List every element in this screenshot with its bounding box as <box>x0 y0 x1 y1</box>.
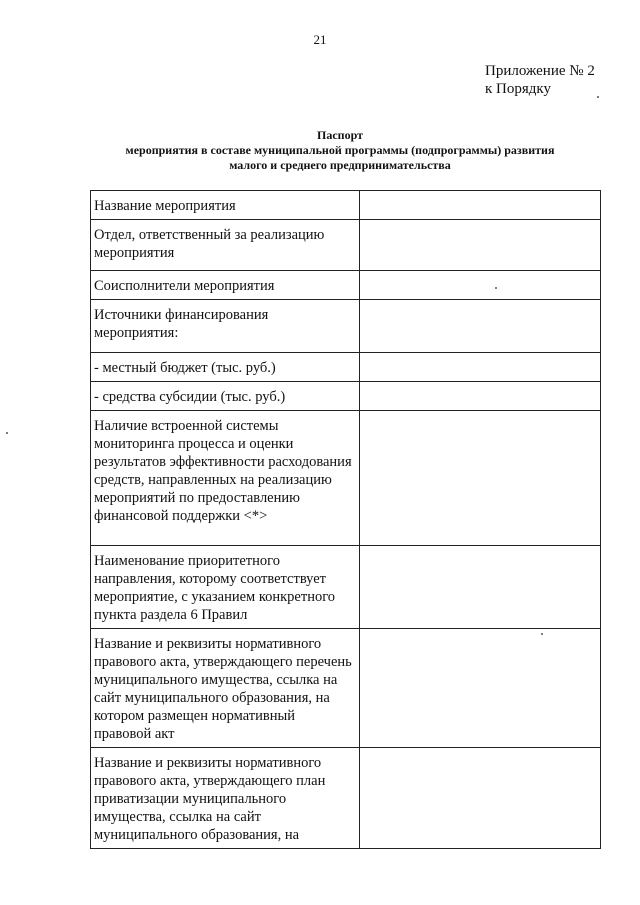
row-label: Название и реквизиты нормативного правового акта, утверждающего план приватизации муниципального имущества, ссылка на сайт муниципального образования, на <box>91 748 360 849</box>
row-value <box>359 300 600 353</box>
title-line-2: мероприятия в составе муниципальной программы (подпрограммы) развития <box>125 143 555 157</box>
appendix-line-2: к Порядку <box>485 81 551 97</box>
title-line-3: малого и среднего предпринимательства <box>229 158 451 172</box>
table-row <box>91 546 601 629</box>
passport-table <box>90 190 601 849</box>
row-value <box>359 191 600 220</box>
table-row <box>91 629 601 748</box>
table-row <box>91 271 601 300</box>
row-label: Название мероприятия <box>91 191 360 220</box>
table-row <box>91 300 601 353</box>
row-value <box>359 546 600 629</box>
row-value <box>359 629 600 748</box>
row-label: Наименование приоритетного направления, которому соответствует мероприятие, с указанием конкретного пункта раздела 6 Правил <box>91 546 360 629</box>
scan-speck <box>495 287 497 289</box>
row-label: Название и реквизиты нормативного правового акта, утверждающего перечень муниципального имущества, ссылка на сайт муниципального образования, на котором размещен нормативный правовой акт <box>91 629 360 748</box>
appendix-line-1: Приложение № 2 <box>485 63 595 79</box>
table-row <box>91 220 601 271</box>
row-value <box>359 382 600 411</box>
row-label: Наличие встроенной системы мониторинга процесса и оценки результатов эффективности расходования средств, направленных на реализацию мероприятий по предоставлению финансовой поддержки <*> <box>91 411 360 546</box>
appendix-note <box>485 62 595 98</box>
table-row <box>91 191 601 220</box>
row-label: Источники финансирования мероприятия: <box>91 300 360 353</box>
row-value <box>359 748 600 849</box>
row-value <box>359 271 600 300</box>
scan-speck <box>597 96 599 98</box>
table-row <box>91 353 601 382</box>
row-value <box>359 411 600 546</box>
table-row <box>91 411 601 546</box>
row-value <box>359 353 600 382</box>
document-title <box>90 128 590 173</box>
table-row <box>91 748 601 849</box>
scan-speck <box>541 633 543 635</box>
row-label: - средства субсидии (тыс. руб.) <box>91 382 360 411</box>
page-number: 21 <box>313 32 327 47</box>
row-label: - местный бюджет (тыс. руб.) <box>91 353 360 382</box>
title-line-1: Паспорт <box>317 128 363 142</box>
row-value <box>359 220 600 271</box>
table-row <box>91 382 601 411</box>
row-label: Отдел, ответственный за реализацию мероприятия <box>91 220 360 271</box>
scan-speck <box>6 432 8 434</box>
row-label: Соисполнители мероприятия <box>91 271 360 300</box>
